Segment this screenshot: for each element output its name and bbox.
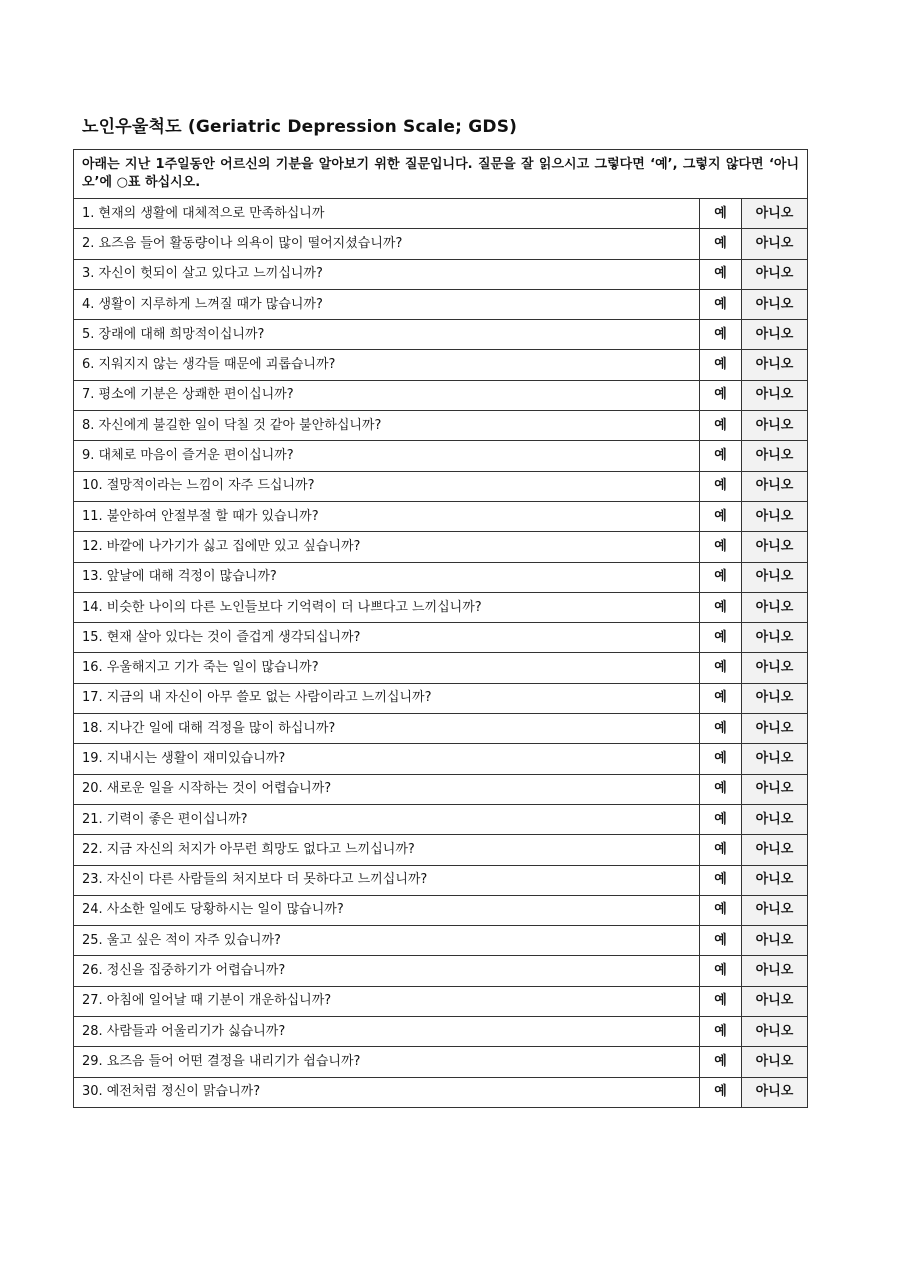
question-row: [74, 895, 808, 925]
page-title: 노인우울척도 (Geriatric Depression Scale; GDS): [82, 117, 518, 137]
answer-yes-option[interactable]: 예: [700, 380, 742, 410]
question-text: 2. 요즈음 들어 활동량이나 의욕이 많이 떨어지셨습니까?: [74, 229, 700, 259]
answer-no-option[interactable]: 아니오: [742, 1047, 808, 1077]
question-row: [74, 1017, 808, 1047]
question-text: 29. 요즈음 들어 어떤 결정을 내리기가 쉽습니까?: [74, 1047, 700, 1077]
question-row: [74, 835, 808, 865]
question-row: [74, 956, 808, 986]
question-row: [74, 1077, 808, 1107]
answer-no-option[interactable]: 아니오: [742, 1017, 808, 1047]
answer-no-option[interactable]: 아니오: [742, 714, 808, 744]
question-row: [74, 380, 808, 410]
question-text: 20. 새로운 일을 시작하는 것이 어렵습니까?: [74, 774, 700, 804]
question-row: [74, 986, 808, 1016]
question-row: [74, 623, 808, 653]
answer-no-option[interactable]: 아니오: [742, 199, 808, 229]
answer-no-option[interactable]: 아니오: [742, 774, 808, 804]
question-row: [74, 592, 808, 622]
question-row: [74, 199, 808, 229]
answer-no-option[interactable]: 아니오: [742, 986, 808, 1016]
question-text: 27. 아침에 일어날 때 기분이 개운하십니까?: [74, 986, 700, 1016]
answer-no-option[interactable]: 아니오: [742, 229, 808, 259]
answer-no-option[interactable]: 아니오: [742, 956, 808, 986]
instruction-row: [74, 150, 808, 199]
question-row: [74, 714, 808, 744]
question-text: 16. 우울해지고 기가 죽는 일이 많습니까?: [74, 653, 700, 683]
answer-no-option[interactable]: 아니오: [742, 835, 808, 865]
answer-yes-option[interactable]: 예: [700, 835, 742, 865]
answer-yes-option[interactable]: 예: [700, 320, 742, 350]
question-text: 13. 앞날에 대해 걱정이 많습니까?: [74, 562, 700, 592]
question-row: [74, 411, 808, 441]
answer-yes-option[interactable]: 예: [700, 501, 742, 531]
question-text: 28. 사람들과 어울리기가 싫습니까?: [74, 1017, 700, 1047]
answer-no-option[interactable]: 아니오: [742, 259, 808, 289]
answer-yes-option[interactable]: 예: [700, 592, 742, 622]
answer-no-option[interactable]: 아니오: [742, 623, 808, 653]
question-text: 24. 사소한 일에도 당황하시는 일이 많습니까?: [74, 895, 700, 925]
question-row: [74, 683, 808, 713]
question-text: 7. 평소에 기분은 상쾌한 편이십니까?: [74, 380, 700, 410]
answer-no-option[interactable]: 아니오: [742, 895, 808, 925]
answer-yes-option[interactable]: 예: [700, 623, 742, 653]
answer-no-option[interactable]: 아니오: [742, 926, 808, 956]
question-text: 15. 현재 살아 있다는 것이 즐겁게 생각되십니까?: [74, 623, 700, 653]
answer-no-option[interactable]: 아니오: [742, 653, 808, 683]
question-row: [74, 350, 808, 380]
answer-no-option[interactable]: 아니오: [742, 501, 808, 531]
question-text: 1. 현재의 생활에 대체적으로 만족하십니까: [74, 199, 700, 229]
answer-yes-option[interactable]: 예: [700, 653, 742, 683]
question-text: 12. 바깥에 나가기가 싫고 집에만 있고 싶습니까?: [74, 532, 700, 562]
question-text: 8. 자신에게 불길한 일이 닥칠 것 같아 불안하십니까?: [74, 411, 700, 441]
question-text: 21. 기력이 좋은 편이십니까?: [74, 804, 700, 834]
answer-yes-option[interactable]: 예: [700, 804, 742, 834]
question-text: 4. 생활이 지루하게 느껴질 때가 많습니까?: [74, 289, 700, 319]
question-row: [74, 441, 808, 471]
answer-no-option[interactable]: 아니오: [742, 744, 808, 774]
question-row: [74, 471, 808, 501]
question-row: [74, 653, 808, 683]
question-row: [74, 289, 808, 319]
question-row: [74, 804, 808, 834]
question-text: 23. 자신이 다른 사람들의 처지보다 더 못하다고 느끼십니까?: [74, 865, 700, 895]
answer-yes-option[interactable]: 예: [700, 289, 742, 319]
answer-no-option[interactable]: 아니오: [742, 804, 808, 834]
question-row: [74, 259, 808, 289]
answer-yes-option[interactable]: 예: [700, 259, 742, 289]
question-row: [74, 229, 808, 259]
answer-no-option[interactable]: 아니오: [742, 350, 808, 380]
answer-no-option[interactable]: 아니오: [742, 471, 808, 501]
answer-no-option[interactable]: 아니오: [742, 380, 808, 410]
question-row: [74, 744, 808, 774]
question-row: [74, 865, 808, 895]
question-text: 17. 지금의 내 자신이 아무 쓸모 없는 사람이라고 느끼십니까?: [74, 683, 700, 713]
question-row: [74, 562, 808, 592]
question-row: [74, 926, 808, 956]
answer-yes-option[interactable]: 예: [700, 350, 742, 380]
instructions-text: 아래는 지난 1주일동안 어르신의 기분을 알아보기 위한 질문입니다. 질문을 잘 읽으시고 그렇다면 ‘예’, 그렇지 않다면 ‘아니오’에 ○표 하십시오.: [74, 150, 808, 199]
answer-no-option[interactable]: 아니오: [742, 1077, 808, 1107]
question-text: 18. 지나간 일에 대해 걱정을 많이 하십니까?: [74, 714, 700, 744]
question-text: 5. 장래에 대해 희망적이십니까?: [74, 320, 700, 350]
answer-no-option[interactable]: 아니오: [742, 865, 808, 895]
question-text: 6. 지워지지 않는 생각들 때문에 괴롭습니까?: [74, 350, 700, 380]
answer-yes-option[interactable]: 예: [700, 1017, 742, 1047]
answer-no-option[interactable]: 아니오: [742, 320, 808, 350]
answer-yes-option[interactable]: 예: [700, 744, 742, 774]
answer-no-option[interactable]: 아니오: [742, 562, 808, 592]
answer-yes-option[interactable]: 예: [700, 562, 742, 592]
answer-no-option[interactable]: 아니오: [742, 441, 808, 471]
question-text: 10. 절망적이라는 느낌이 자주 드십니까?: [74, 471, 700, 501]
answer-yes-option[interactable]: 예: [700, 471, 742, 501]
answer-yes-option[interactable]: 예: [700, 683, 742, 713]
answer-yes-option[interactable]: 예: [700, 532, 742, 562]
answer-no-option[interactable]: 아니오: [742, 532, 808, 562]
question-row: [74, 320, 808, 350]
answer-yes-option[interactable]: 예: [700, 865, 742, 895]
answer-no-option[interactable]: 아니오: [742, 592, 808, 622]
question-text: 25. 울고 싶은 적이 자주 있습니까?: [74, 926, 700, 956]
question-text: 9. 대체로 마음이 즐거운 편이십니까?: [74, 441, 700, 471]
question-row: [74, 1047, 808, 1077]
answer-yes-option[interactable]: 예: [700, 229, 742, 259]
answer-yes-option[interactable]: 예: [700, 1047, 742, 1077]
question-text: 14. 비슷한 나이의 다른 노인들보다 기억력이 더 나쁘다고 느끼십니까?: [74, 592, 700, 622]
answer-yes-option[interactable]: 예: [700, 986, 742, 1016]
question-row: [74, 532, 808, 562]
answer-no-option[interactable]: 아니오: [742, 289, 808, 319]
answer-yes-option[interactable]: 예: [700, 411, 742, 441]
question-text: 30. 예전처럼 정신이 맑습니까?: [74, 1077, 700, 1107]
answer-yes-option[interactable]: 예: [700, 1077, 742, 1107]
answer-yes-option[interactable]: 예: [700, 774, 742, 804]
answer-yes-option[interactable]: 예: [700, 441, 742, 471]
answer-yes-option[interactable]: 예: [700, 714, 742, 744]
question-text: 3. 자신이 헛되이 살고 있다고 느끼십니까?: [74, 259, 700, 289]
answer-no-option[interactable]: 아니오: [742, 411, 808, 441]
question-text: 22. 지금 자신의 처지가 아무런 희망도 없다고 느끼십니까?: [74, 835, 700, 865]
gds-questionnaire-table: [73, 149, 808, 1108]
question-text: 19. 지내시는 생활이 재미있습니까?: [74, 744, 700, 774]
answer-yes-option[interactable]: 예: [700, 926, 742, 956]
answer-yes-option[interactable]: 예: [700, 895, 742, 925]
question-row: [74, 501, 808, 531]
question-row: [74, 774, 808, 804]
answer-no-option[interactable]: 아니오: [742, 683, 808, 713]
question-text: 26. 정신을 집중하기가 어렵습니까?: [74, 956, 700, 986]
question-text: 11. 불안하여 안절부절 할 때가 있습니까?: [74, 501, 700, 531]
answer-yes-option[interactable]: 예: [700, 956, 742, 986]
answer-yes-option[interactable]: 예: [700, 199, 742, 229]
